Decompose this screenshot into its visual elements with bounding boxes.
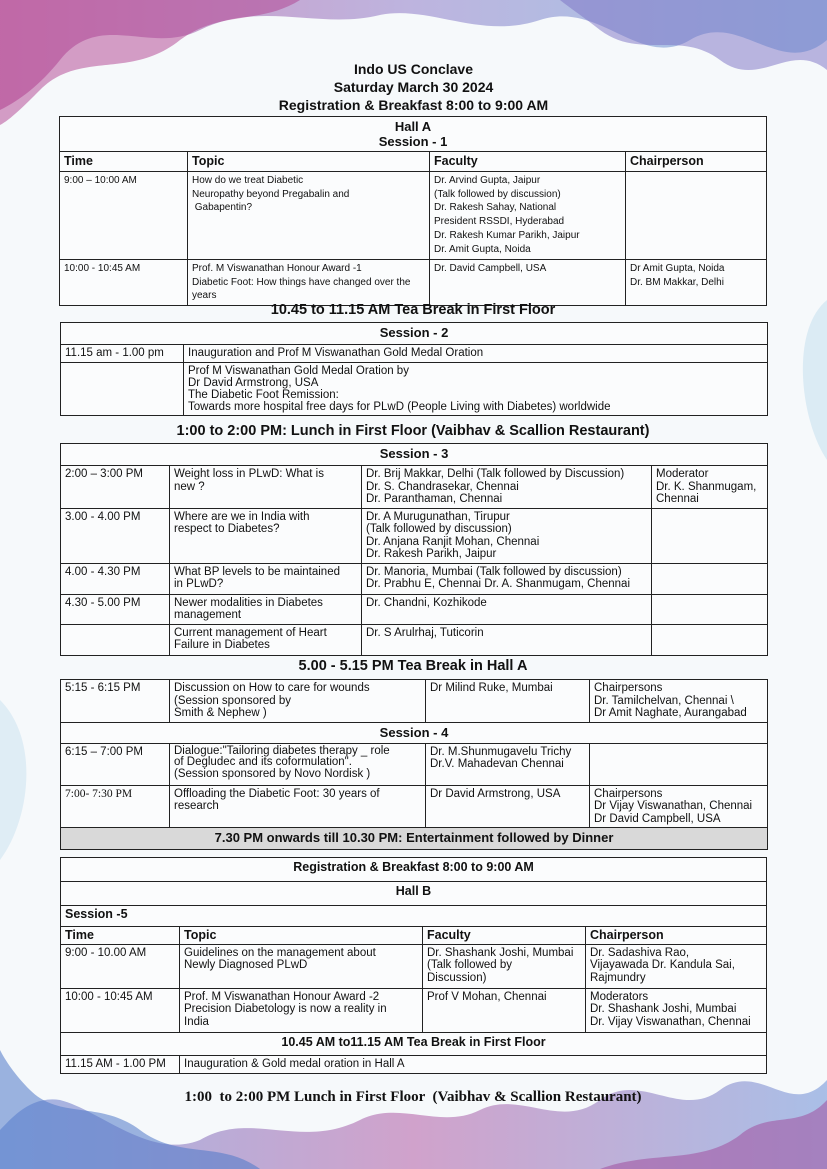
table-row xyxy=(61,988,767,1032)
column-header-faculty: Faculty xyxy=(430,152,626,172)
row-topic: Current management of Heart Failure in Diabetes xyxy=(170,624,362,655)
column-header-time: Time xyxy=(60,152,188,172)
hall-a-label: Hall A xyxy=(394,119,432,134)
table-row xyxy=(61,624,768,655)
table-row xyxy=(60,172,767,260)
row-time: 4.00 - 4.30 PM xyxy=(61,563,170,594)
row-topic: How do we treat Diabetic Neuropathy beyond Pregabalin and Gabapentin? xyxy=(188,172,430,260)
table-row xyxy=(61,594,768,624)
table-row xyxy=(61,508,768,563)
row-time: 11.15 AM - 1.00 PM xyxy=(61,1055,180,1073)
row-faculty: Dr. David Campbell, USA xyxy=(430,260,626,306)
row-faculty: Dr. M.Shunmugavelu Trichy Dr.V. Mahadevan Chennai xyxy=(426,743,590,785)
row-faculty: Dr. Brij Makkar, Delhi (Talk followed by Discussion) Dr. S. Chandrasekar, Chennai Dr. Paranthaman, Chennai xyxy=(362,466,652,509)
row-time: 5:15 - 6:15 PM xyxy=(61,680,170,723)
table-row xyxy=(61,362,768,415)
column-header-time: Time xyxy=(61,927,180,945)
row-topic: Dialogue:"Tailoring diabetes therapy _ role of Degludec and its coformulation". (Session sponsored by Novo Nordisk ) xyxy=(170,743,426,785)
session-3-title: Session - 3 xyxy=(61,444,768,466)
row-chair: Moderator Dr. K. Shanmugam, Chennai xyxy=(652,466,768,509)
column-header-chairperson: Chairperson xyxy=(586,927,767,945)
dinner-band: 7.30 PM onwards till 10.30 PM: Entertainment followed by Dinner xyxy=(61,828,768,850)
row-chair: Chairpersons Dr. Tamilchelvan, Chennai \ Dr Amit Naghate, Aurangabad xyxy=(590,680,768,723)
row-topic: Prof. M Viswanathan Honour Award -2 Precision Diabetology is now a reality in India xyxy=(180,988,423,1032)
row-content: Inauguration and Prof M Viswanathan Gold Medal Oration xyxy=(184,345,768,363)
row-time: 9:00 - 10.00 AM xyxy=(61,944,180,988)
row-time: 10:00 - 10:45 AM xyxy=(60,260,188,306)
row-time: 3.00 - 4.00 PM xyxy=(61,508,170,563)
hall-b-table xyxy=(60,857,767,1074)
row-topic: Weight loss in PLwD: What is new ? xyxy=(170,466,362,509)
session-1-table xyxy=(59,116,767,306)
row-time: 6:15 – 7:00 PM xyxy=(61,743,170,785)
row-chair: Chairpersons Dr Vijay Viswanathan, Chennai Dr David Campbell, USA xyxy=(590,785,768,828)
row-content: Inauguration & Gold medal oration in Hall A xyxy=(180,1055,767,1073)
row-topic: Guidelines on the management about Newly Diagnosed PLwD xyxy=(180,944,423,988)
table-row xyxy=(61,1055,767,1073)
row-chair xyxy=(652,563,768,594)
table-row xyxy=(61,466,768,509)
column-header-faculty: Faculty xyxy=(423,927,586,945)
row-topic: Prof. M Viswanathan Honour Award -1 Diabetic Foot: How things have changed over the years xyxy=(188,260,430,306)
column-header-chairperson: Chairperson xyxy=(626,152,767,172)
row-faculty: Dr David Armstrong, USA xyxy=(426,785,590,828)
session-4-table xyxy=(60,679,768,850)
session-3-table xyxy=(60,443,768,656)
session-2-table xyxy=(60,322,768,416)
table-row xyxy=(61,563,768,594)
hall-b-tea-break: 10.45 AM to11.15 AM Tea Break in First Floor xyxy=(61,1032,767,1055)
session-2-title: Session - 2 xyxy=(61,323,768,345)
row-time: 4.30 - 5.00 PM xyxy=(61,594,170,624)
row-time xyxy=(61,624,170,655)
row-time: 9:00 – 10:00 AM xyxy=(60,172,188,260)
row-content: Prof M Viswanathan Gold Medal Oration by Dr David Armstrong, USA The Diabetic Foot Remission: Towards more hospital free days for PLwD (People Living with Diabetes) worldwide xyxy=(184,362,768,415)
row-time: 2:00 – 3:00 PM xyxy=(61,466,170,509)
row-chair xyxy=(652,508,768,563)
row-faculty: Dr. Manoria, Mumbai (Talk followed by discussion) Dr. Prabhu E, Chennai Dr. A. Shanmugam, Chennai xyxy=(362,563,652,594)
registration-heading: Registration & Breakfast 8:00 to 9:00 AM xyxy=(278,97,549,113)
hall-b-registration: Registration & Breakfast 8:00 to 9:00 AM xyxy=(61,858,767,882)
row-faculty: Dr. Shashank Joshi, Mumbai (Talk followed by Discussion) xyxy=(423,944,586,988)
row-topic: Discussion on How to care for wounds (Session sponsored by Smith & Nephew ) xyxy=(170,680,426,723)
conclave-date: Saturday March 30 2024 xyxy=(333,79,494,95)
table-row xyxy=(61,743,768,785)
row-faculty: Dr Milind Ruke, Mumbai xyxy=(426,680,590,723)
table-row xyxy=(61,345,768,363)
row-time: 11.15 am - 1.00 pm xyxy=(61,345,184,363)
session-4-title: Session - 4 xyxy=(61,722,768,743)
row-faculty: Dr. Arvind Gupta, Jaipur (Talk followed by discussion) Dr. Rakesh Sahay, National President RSSDI, Hyderabad Dr. Rakesh Kumar Parikh, Jaipur Dr. Amit Gupta, Noida xyxy=(430,172,626,260)
row-faculty: Dr. A Murugunathan, Tirupur (Talk followed by discussion) Dr. Anjana Ranjit Mohan, Chennai Dr. Rakesh Parikh, Jaipur xyxy=(362,508,652,563)
column-header-topic: Topic xyxy=(180,927,423,945)
row-topic: Where are we in India with respect to Diabetes? xyxy=(170,508,362,563)
session-1-label: Session - 1 xyxy=(378,134,448,149)
row-faculty: Dr. Chandni, Kozhikode xyxy=(362,594,652,624)
row-time: 7:00- 7:30 PM xyxy=(61,785,170,828)
tea-break-1: 10.45 to 11.15 AM Tea Break in First Floor xyxy=(270,302,556,318)
table-row xyxy=(61,785,768,828)
row-chair xyxy=(626,172,767,260)
row-topic: Offloading the Diabetic Foot: 30 years of research xyxy=(170,785,426,828)
row-chair: Moderators Dr. Shashank Joshi, Mumbai Dr. Vijay Viswanathan, Chennai xyxy=(586,988,767,1032)
lunch-break-1: 1:00 to 2:00 PM: Lunch in First Floor (Vaibhav & Scallion Restaurant) xyxy=(176,423,650,439)
row-topic: What BP levels to be maintained in PLwD? xyxy=(170,563,362,594)
conclave-title: Indo US Conclave xyxy=(353,61,474,77)
row-chair: Dr Amit Gupta, Noida Dr. BM Makkar, Delhi xyxy=(626,260,767,306)
hall-b-label: Hall B xyxy=(61,882,767,906)
row-chair xyxy=(652,624,768,655)
table-row xyxy=(60,260,767,306)
row-chair xyxy=(590,743,768,785)
tea-break-2: 5.00 - 5.15 PM Tea Break in Hall A xyxy=(298,658,528,674)
row-faculty: Prof V Mohan, Chennai xyxy=(423,988,586,1032)
table-row xyxy=(61,944,767,988)
hall-a-session-1-title xyxy=(60,117,767,152)
row-time: 10:00 - 10:45 AM xyxy=(61,988,180,1032)
row-faculty: Dr. S Arulrhaj, Tuticorin xyxy=(362,624,652,655)
row-topic: Newer modalities in Diabetes management xyxy=(170,594,362,624)
table-row xyxy=(61,680,768,723)
row-time xyxy=(61,362,184,415)
lunch-break-2: 1:00 to 2:00 PM Lunch in First Floor (Vaibhav & Scallion Restaurant) xyxy=(184,1089,642,1105)
session-5-title: Session -5 xyxy=(61,906,767,927)
row-chair xyxy=(652,594,768,624)
row-chair: Dr. Sadashiva Rao, Vijayawada Dr. Kandula Sai, Rajmundry xyxy=(586,944,767,988)
column-header-topic: Topic xyxy=(188,152,430,172)
